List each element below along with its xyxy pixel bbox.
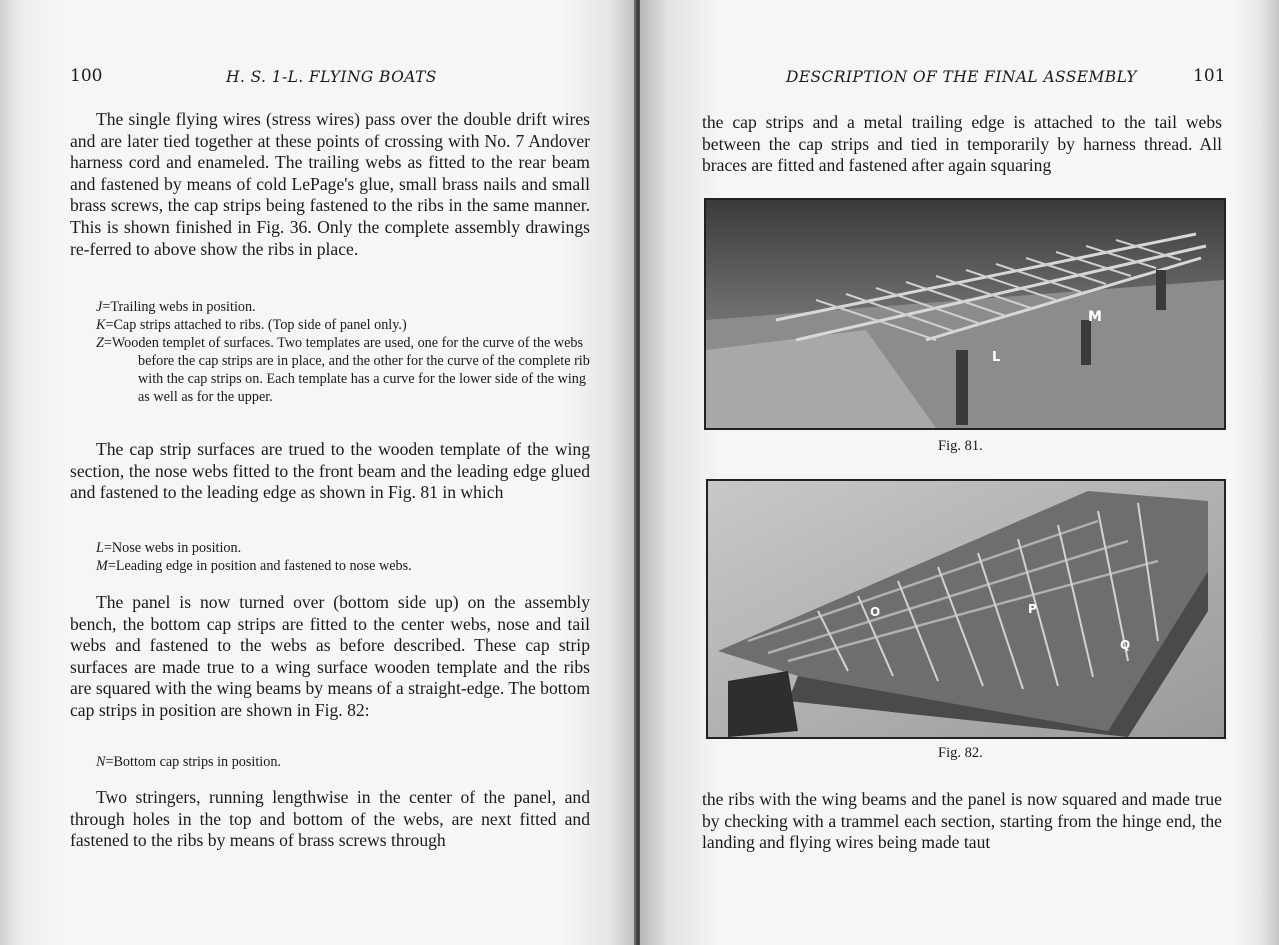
figure-81-photo [704, 198, 1226, 430]
figure-82-photo [706, 479, 1226, 739]
legend-2 [96, 539, 592, 575]
wing-underside-illustration [708, 481, 1224, 737]
figure-81-label-m: M [1088, 309, 1102, 325]
left-paragraph-1: The single flying wires (stress wires) pass over the double drift wires and are later tied together at these points of crossing with No. 7 Andover harness cord and enameled. The trailing webs as fitted to the rear beam and fastened by means of cold LePage's glue, small brass nails and small brass screws, the cap strips being fastened to the ribs in the same manner. This is shown finished in Fig. 36. Only the complete assembly drawings re-ferred to above show the ribs in place. [70, 109, 590, 259]
figure-82-label-q: Q [1120, 638, 1131, 652]
figure-82-caption: Fig. 82. [938, 745, 983, 761]
right-paragraph-2: the ribs with the wing beams and the panel is now squared and made true by checking with a trammel each section, starting from the hinge end, the landing and flying wires being made taut [702, 789, 1222, 853]
right-running-head: DESCRIPTION OF THE FINAL ASSEMBLY [786, 68, 1137, 86]
left-paragraph-4: Two stringers, running lengthwise in the center of the panel, and through holes in the top and bottom of the webs, are next fitted and fastened to the ribs by means of brass screws through [70, 787, 590, 851]
legend-3 [96, 753, 592, 771]
left-paragraph-2: The cap strip surfaces are trued to the wooden template of the wing section, the nose webs fitted to the front beam and the leading edge glued and fastened to the leading edge as shown in Fig. 81 in which [70, 439, 590, 503]
legend-item-m: M=Leading edge in position and fastened to nose webs. [96, 558, 412, 574]
figure-81-caption: Fig. 81. [938, 438, 983, 454]
legend-item-z: Z=Wooden templet of surfaces. Two templates are used, one for the curve of the webs before the cap strips are in place, and the other for the curve of the complete rib with the cap strips on. Each template has a curve for the lower side of the wing as well as for the upper. [96, 335, 590, 405]
legend-item-k: K=Cap strips attached to ribs. (Top side of panel only.) [96, 317, 407, 333]
legend-item-l: L=Nose webs in position. [96, 540, 242, 556]
figure-81-label-l: L [992, 350, 1001, 365]
right-page [640, 0, 1279, 945]
legend-item-j: J=Trailing webs in position. [96, 299, 256, 315]
left-paragraph-3: The panel is now turned over (bottom side up) on the assembly bench, the bottom cap strips are fitted to the center webs, nose and tail webs and fastened to the webs as before described. These cap strip surfaces are made true to a wing surface wooden template and the ribs are squared with the wing beams by means of a straight-edge. The bottom cap strips in position are shown in Fig. 82: [70, 592, 591, 720]
left-page-number: 100 [70, 66, 103, 86]
right-paragraph-1: the cap strips and a metal trailing edge is attached to the tail webs between the cap strips and tied in temporarily by harness thread. All braces are fitted and fastened after again squaring [702, 112, 1222, 176]
left-running-head: H. S. 1-L. FLYING BOATS [226, 68, 437, 86]
right-page-number: 101 [1193, 66, 1226, 86]
legend-1 [96, 298, 592, 406]
wing-frame-illustration [706, 200, 1224, 428]
legend-item-n: N=Bottom cap strips in position. [96, 754, 281, 770]
figure-82-label-o: O [870, 605, 881, 619]
left-page [0, 0, 636, 945]
figure-82-label-p: P [1028, 602, 1037, 616]
